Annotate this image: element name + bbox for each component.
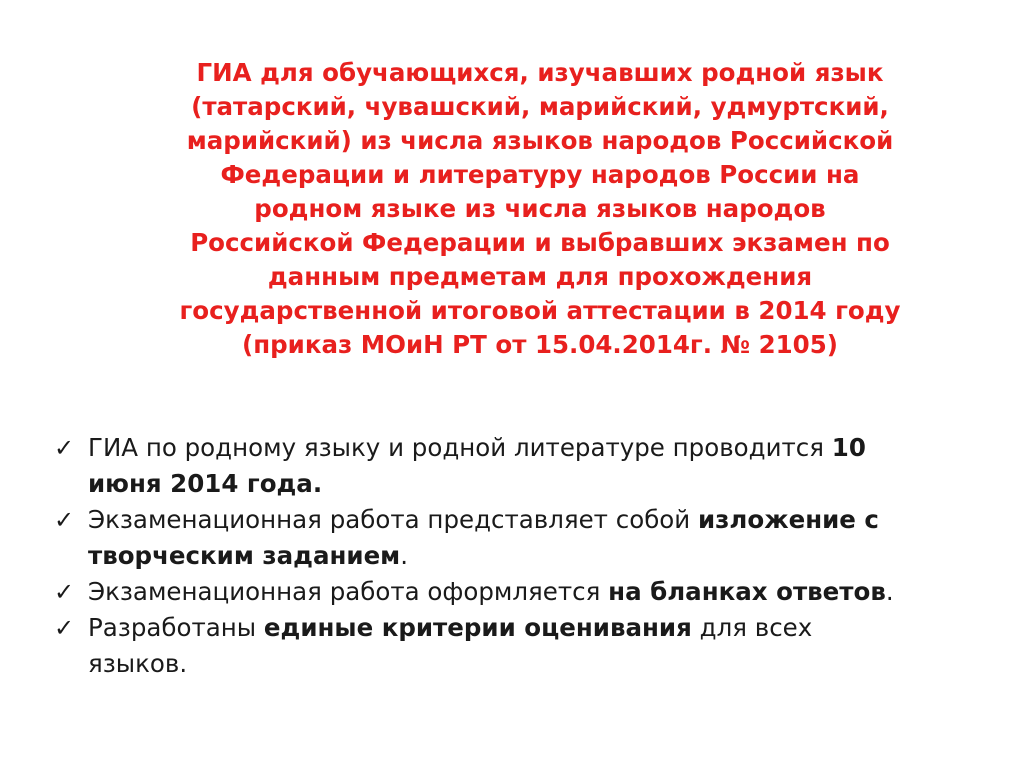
bullet-text: языков. — [88, 649, 188, 678]
check-icon: ✓ — [54, 434, 75, 462]
bullet-text: ГИА по родному языку и родной литературе проводится — [88, 433, 832, 462]
bullet-item-answer-forms — [54, 574, 1014, 610]
bullet-line — [88, 430, 1014, 466]
bullet-text-bold: единые критерии оценивания — [263, 613, 692, 642]
bullet-text-bold: творческим заданием — [88, 541, 401, 570]
bullet-item-exam-date — [54, 430, 1014, 502]
bullet-text: Экзаменационная работа оформляется — [88, 577, 609, 606]
title-line: государственной итоговой аттестации в 2014 году — [179, 296, 901, 325]
bullet-line — [88, 538, 1014, 574]
slide-title — [80, 56, 1000, 362]
bullet-line — [88, 610, 1014, 646]
title-line: (татарский, чувашский, марийский, удмуртский, — [191, 92, 889, 121]
title-line: марийский) из числа языков народов Российской — [186, 126, 894, 155]
check-icon: ✓ — [54, 578, 75, 606]
bullet-item-criteria — [54, 610, 1014, 682]
bullet-text: . — [885, 577, 894, 606]
bullet-item-exam-work — [54, 502, 1014, 574]
bullet-text: для всех — [691, 613, 813, 642]
title-line: данным предметам для прохождения — [267, 262, 813, 291]
bullet-line — [88, 574, 1014, 610]
title-line: ГИА для обучающихся, изучавших родной язык — [196, 58, 884, 87]
bullet-text-bold: изложение с — [698, 505, 879, 534]
bullet-text: Экзаменационная работа представляет собой — [88, 505, 699, 534]
title-line: (приказ МОиН РТ от 15.04.2014г. № 2105) — [242, 330, 838, 359]
bullet-text-bold: июня 2014 года. — [88, 469, 323, 498]
bullet-text: . — [400, 541, 409, 570]
bullet-line — [88, 466, 1014, 502]
bullet-list — [54, 430, 1014, 682]
bullet-text-bold: на бланках ответов — [608, 577, 886, 606]
title-line: Российской Федерации и выбравших экзамен по — [190, 228, 890, 257]
bullet-text: Разработаны — [88, 613, 264, 642]
title-line: Федерации и литературу народов России на — [220, 160, 860, 189]
check-icon: ✓ — [54, 506, 75, 534]
bullet-text-bold: 10 — [831, 433, 866, 462]
bullet-line — [88, 502, 1014, 538]
title-line: родном языке из числа языков народов — [254, 194, 826, 223]
bullet-line — [88, 646, 1014, 682]
check-icon: ✓ — [54, 614, 75, 642]
